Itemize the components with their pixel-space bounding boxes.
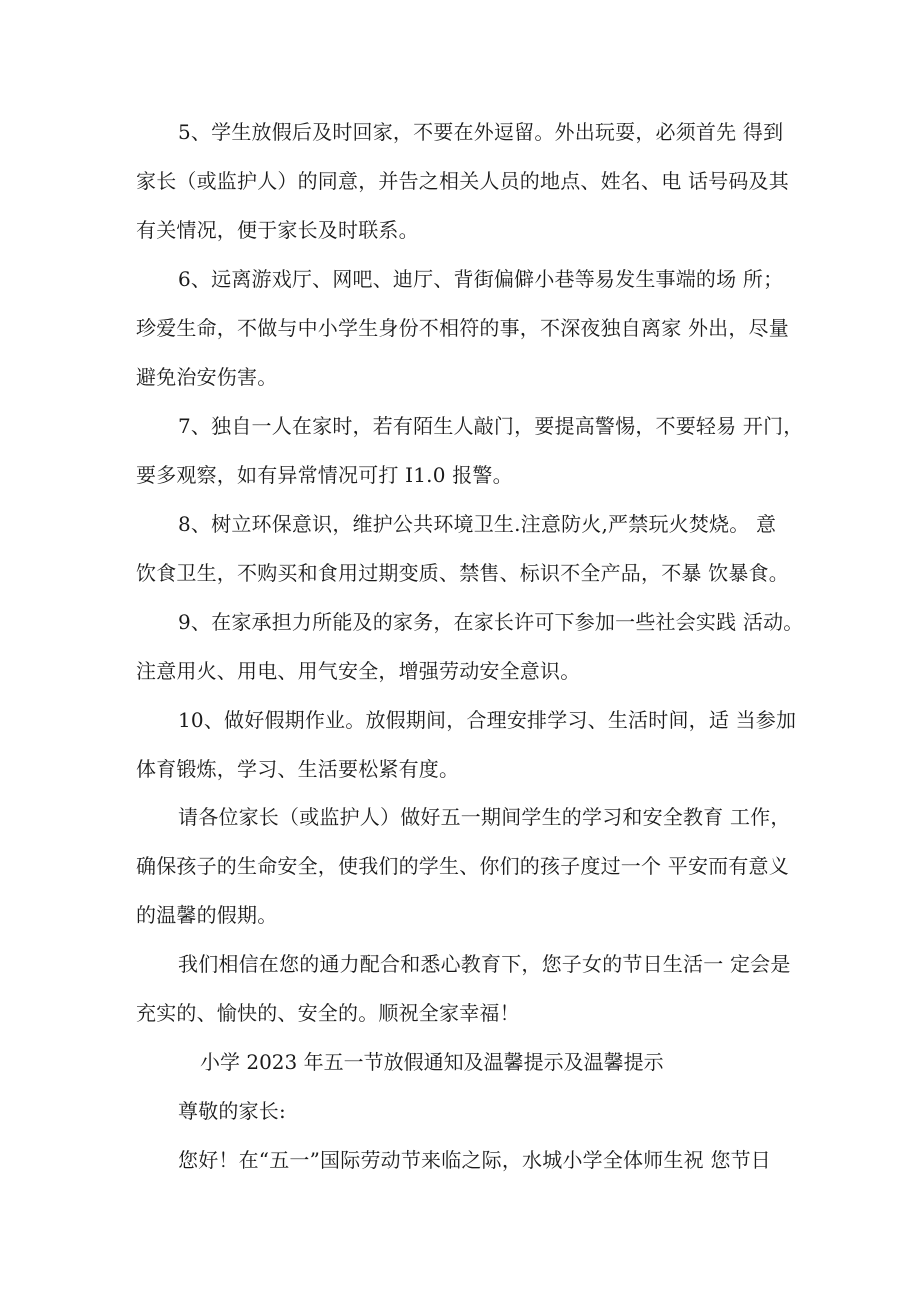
salutation: 尊敬的家长: bbox=[178, 1099, 286, 1123]
para-5-line-2: 家长（或监护人）的同意，并告之相关人员的地点、姓名、电 话号码及其 bbox=[136, 169, 789, 193]
para-6-line-1: 6、远离游戏厅、网吧、迪厅、背街偏僻小巷等易发生事端的场 所； bbox=[178, 267, 784, 291]
para-9-line-1: 9、在家承担力所能及的家务，在家长许可下参加一些社会实践 活动。 bbox=[178, 610, 804, 634]
para-7-line-1: 7、独自一人在家时，若有陌生人敲门，要提高警惕，不要轻易 开门， bbox=[178, 414, 804, 438]
request-line-1: 请各位家长（或监护人）做好五一期间学生的学习和安全教育 工作， bbox=[178, 805, 791, 829]
para-8-line-1: 8、树立环保意识，维护公共环境卫生.注意防火,严禁玩火焚烧。 意 bbox=[178, 512, 777, 536]
para-9-line-2: 注意用火、用电、用气安全，增强劳动安全意识。 bbox=[136, 659, 581, 683]
notice-title: 小学 2023 年五一节放假通知及温馨提示及温馨提示 bbox=[200, 1050, 664, 1074]
request-line-3: 的温馨的假期。 bbox=[136, 903, 278, 927]
closing-line-2: 充实的、愉快的、安全的。顺祝全家幸福！ bbox=[136, 1001, 520, 1025]
para-10-line-1: 10、做好假期作业。放假期间，合理安排学习、生活时间，适 当参加 bbox=[178, 708, 797, 732]
para-5-line-3: 有关情况，便于家长及时联系。 bbox=[136, 218, 419, 242]
para-8-line-2: 饮食卫生，不购买和食用过期变质、禁售、标识不全产品，不暴 饮暴食。 bbox=[136, 561, 789, 585]
closing-line-1: 我们相信在您的通力配合和悉心教育下，您子女的节日生活一 定会是 bbox=[178, 952, 791, 976]
para-10-line-2: 体育锻炼，学习、生活要松紧有度。 bbox=[136, 757, 460, 781]
para-5-line-1: 5、学生放假后及时回家，不要在外逗留。外出玩耍，必须首先 得到 bbox=[178, 120, 784, 144]
request-line-2: 确保孩子的生命安全，使我们的学生、你们的孩子度过一个 平安而有意义 bbox=[136, 854, 789, 878]
para-7-line-2: 要多观察，如有异常情况可打 I1.0 报警。 bbox=[136, 463, 513, 487]
para-6-line-3: 避免治安伤害。 bbox=[136, 365, 278, 389]
para-6-line-2: 珍爱生命，不做与中小学生身份不相符的事，不深夜独自离家 外出，尽量 bbox=[136, 316, 789, 340]
opening-line: 您好！在“五一”国际劳动节来临之际，水城小学全体师生祝 您节日 bbox=[178, 1148, 772, 1172]
